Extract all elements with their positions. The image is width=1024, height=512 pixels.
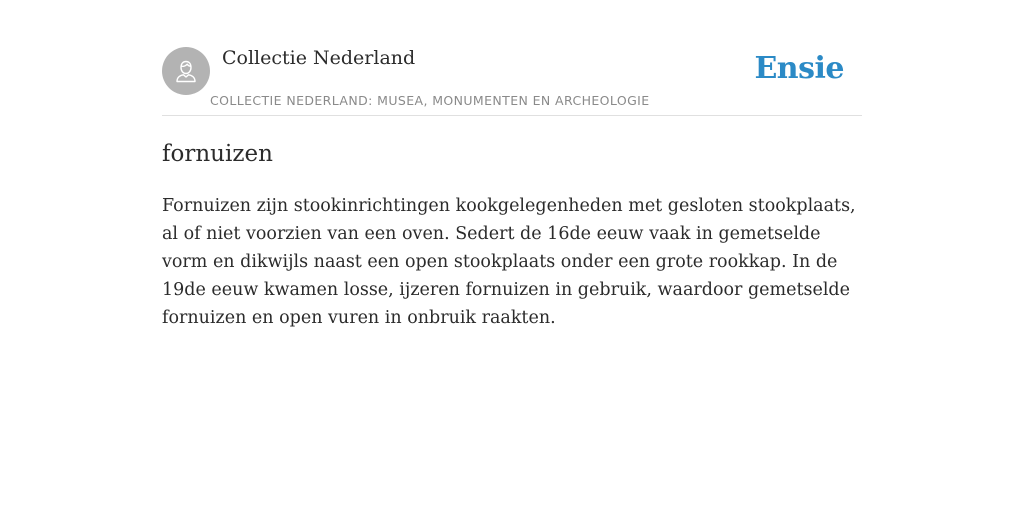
header-divider — [162, 115, 862, 116]
entry-title: fornuizen — [162, 141, 273, 167]
author-avatar[interactable] — [162, 47, 210, 95]
user-silhouette-icon — [171, 56, 201, 86]
ensie-logo[interactable]: Ensie — [754, 51, 844, 86]
author-subtitle: COLLECTIE NEDERLAND: MUSEA, MONUMENTEN EN ARCHEOLOGIE — [210, 93, 650, 108]
author-name[interactable]: Collectie Nederland — [222, 47, 416, 69]
entry-body: Fornuizen zijn stookinrichtingen kookgelegenheden met gesloten stookplaats, al of niet voorzien van een oven. Sedert de 16de eeuw vaak in gemetselde vorm en dikwijls naast een open stookplaats onder een grote rookkap. In de 19de eeuw kwamen losse, ijzeren fornuizen in gebruik, waardoor gemetselde fornuizen en open vuren in onbruik raakten. — [162, 196, 856, 328]
